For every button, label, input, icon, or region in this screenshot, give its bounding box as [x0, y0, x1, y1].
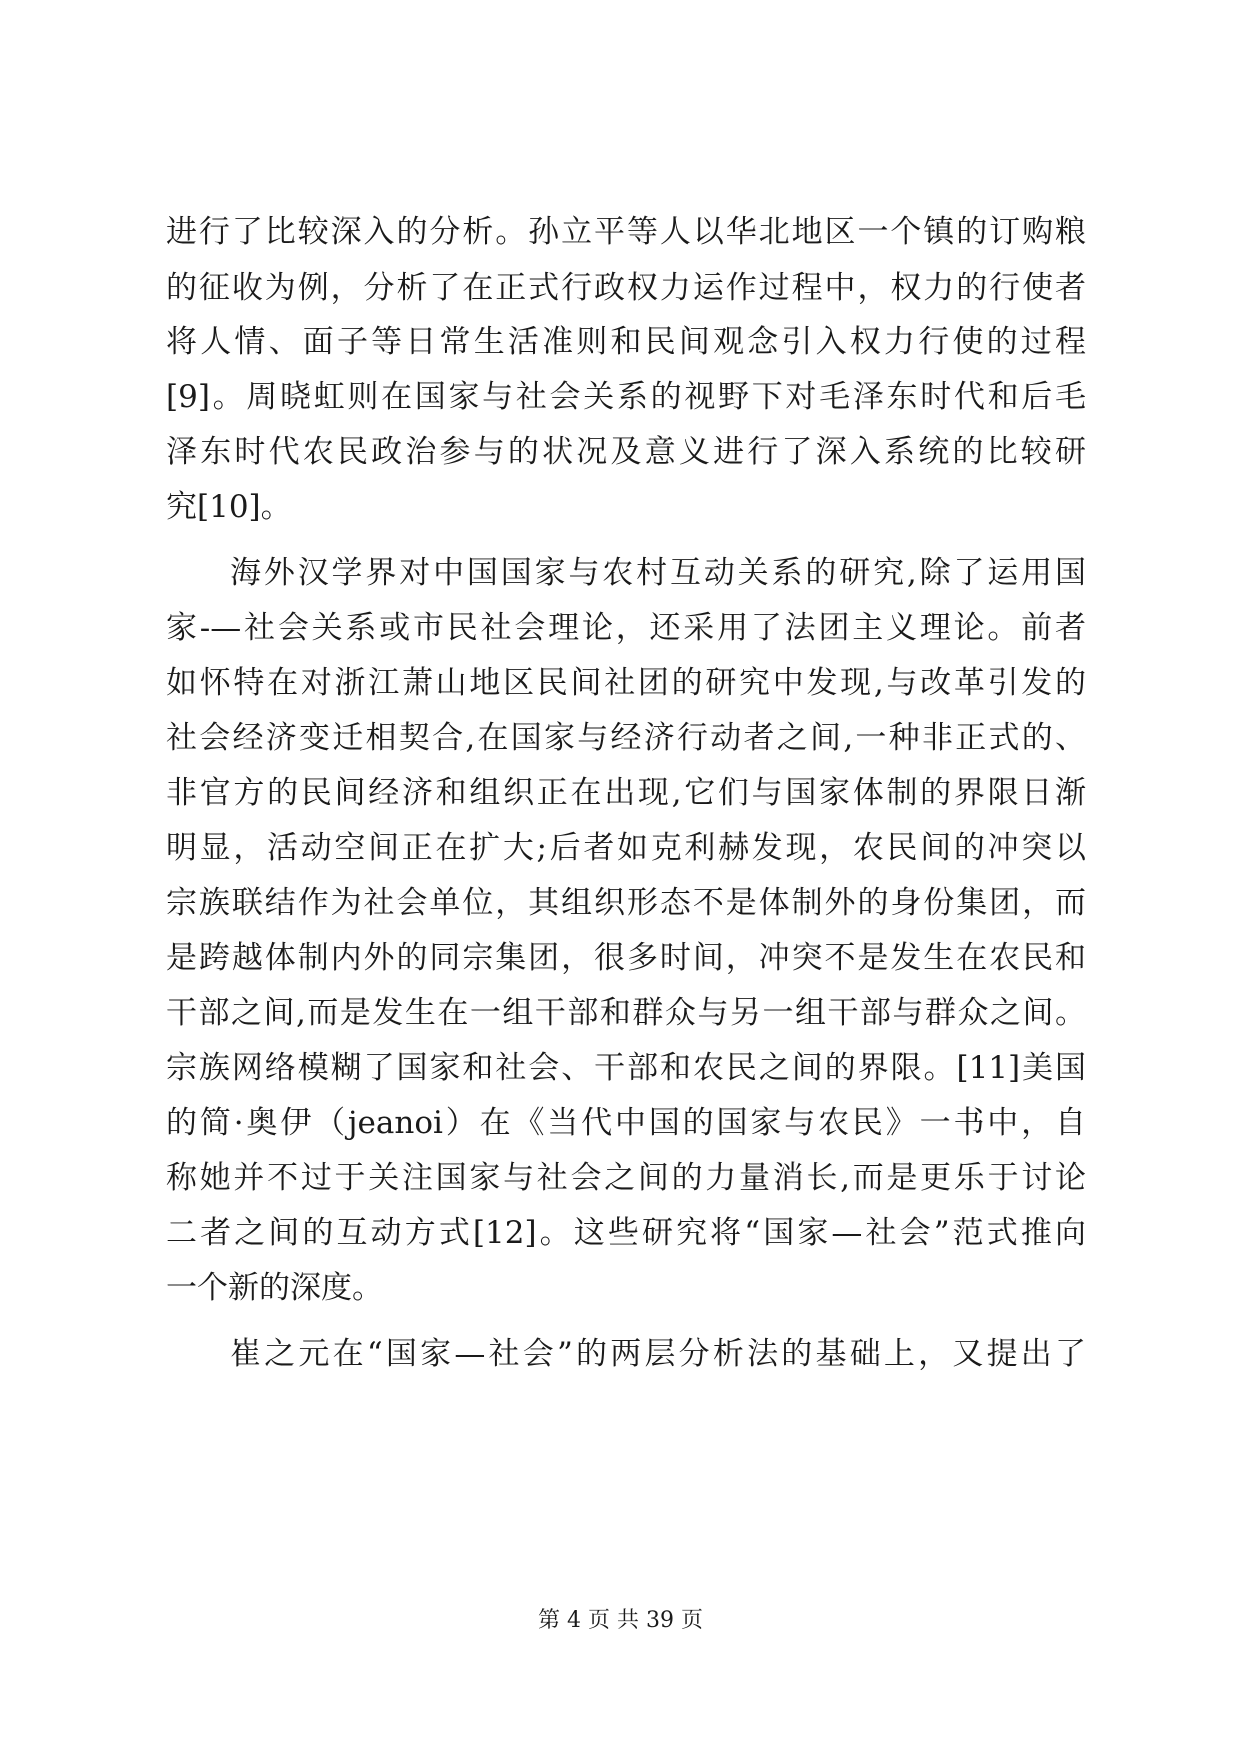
text-line: 泽东时代农民政治参与的状况及意义进行了深入系统的比较研 [166, 434, 1086, 470]
text-line: 宗族联结作为社会单位，其组织形态不是体制外的身份集团，而 [166, 885, 1086, 921]
text-line: 如怀特在对浙江萧山地区民间社团的研究中发现,与改革引发的 [166, 665, 1086, 701]
paragraph-first-line: 海外汉学界对中国国家与农村互动关系的研究,除了运用国 [230, 555, 1086, 591]
paragraph-first-line: 崔之元在“国家—社会”的两层分析法的基础上，又提出了 [230, 1336, 1086, 1372]
text-line: [9]。周晓虹则在国家与社会关系的视野下对毛泽东时代和后毛 [166, 379, 1086, 415]
text-line: 宗族网络模糊了国家和社会、干部和农民之间的界限。[11]美国 [166, 1050, 1086, 1086]
text-line: 是跨越体制内外的同宗集团，很多时间，冲突不是发生在农民和 [166, 940, 1086, 976]
text-line: 一个新的深度。 [166, 1270, 383, 1306]
text-line: 二者之间的互动方式[12]。这些研究将“国家—社会”范式推向 [166, 1215, 1086, 1251]
text-line: 的征收为例，分析了在正式行政权力运作过程中，权力的行使者 [166, 270, 1086, 306]
text-line: 的简·奥伊（jeanoi）在《当代中国的国家与农民》一书中，自 [166, 1105, 1086, 1141]
text-line: 究[10]。 [166, 489, 292, 525]
text-line: 明显，活动空间正在扩大;后者如克利赫发现，农民间的冲突以 [166, 830, 1086, 866]
text-line: 社会经济变迁相契合,在国家与经济行动者之间,一种非正式的、 [166, 720, 1086, 756]
page-number-footer: 第 4 页 共 39 页 [538, 1608, 703, 1633]
text-line: 非官方的民间经济和组织正在出现,它们与国家体制的界限日渐 [166, 775, 1086, 811]
text-line: 家-—社会关系或市民社会理论，还采用了法团主义理论。前者 [166, 610, 1086, 646]
text-line: 干部之间,而是发生在一组干部和群众与另一组干部与群众之间。 [166, 995, 1086, 1031]
text-line: 将人情、面子等日常生活准则和民间观念引入权力行使的过程 [166, 324, 1086, 360]
text-line: 进行了比较深入的分析。孙立平等人以华北地区一个镇的订购粮 [166, 214, 1086, 250]
text-line: 称她并不过于关注国家与社会之间的力量消长,而是更乐于讨论 [166, 1160, 1086, 1196]
